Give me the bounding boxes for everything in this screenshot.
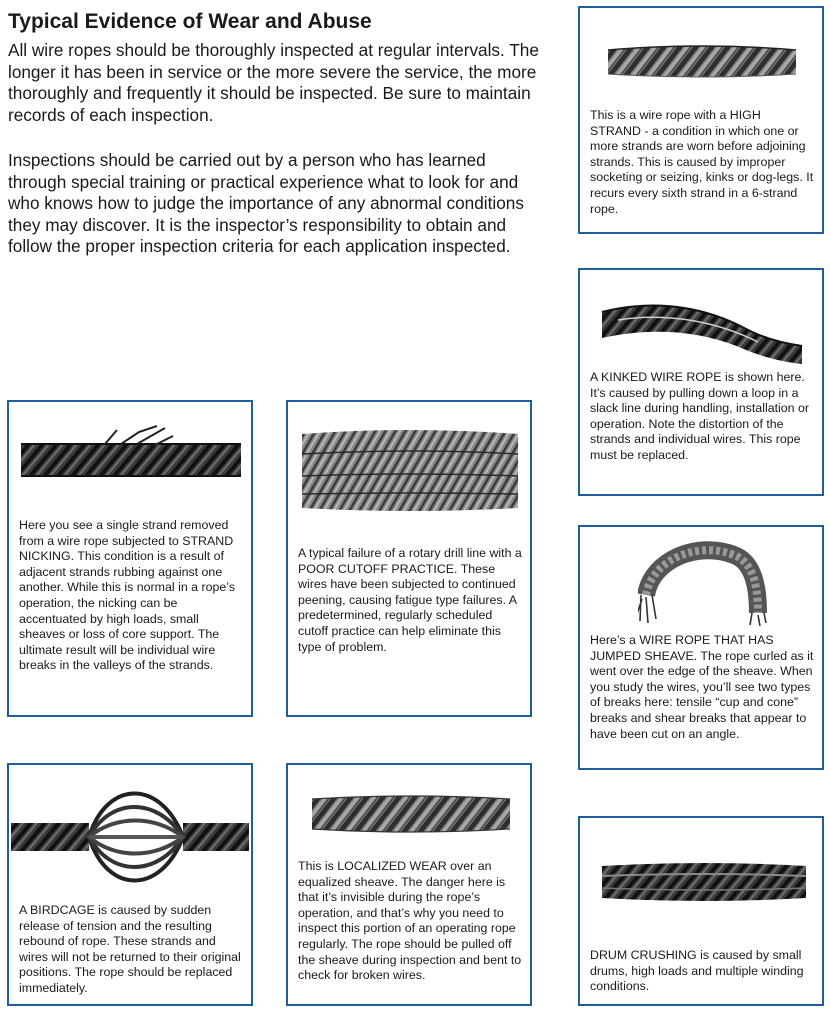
kinked-rope-image xyxy=(598,288,806,366)
high-strand-rope-image xyxy=(604,38,800,82)
card-birdcage xyxy=(7,763,253,1006)
jumped-sheave-caption: Here’s a WIRE ROPE THAT HAS JUMPED SHEAVE. The rope curled as it went over the edge of the sheave. When you study the wires, you’ll see two types of breaks here: tensile “cup and cone” breaks and shear breaks that appear to have been cut on an angle. xyxy=(590,633,814,741)
card-localized-wear xyxy=(286,763,532,1006)
card-strand-nicking xyxy=(7,400,253,717)
card-kinked-wire-rope xyxy=(578,268,824,496)
strand-nicking-rope-image xyxy=(17,422,245,490)
page-title: Typical Evidence of Wear and Abuse xyxy=(8,10,372,33)
high-strand-caption: This is a wire rope with a HIGH STRAND - a condition in which one or more strands are worn before adjoining strands. This is caused by improper socketing or seizing, kinks or dog-legs. It recurs every sixth strand in a 6-strand rope. xyxy=(590,108,814,216)
card-jumped-sheave xyxy=(578,525,824,770)
drum-crushing-caption: DRUM CRUSHING is caused by small drums, high loads and multiple winding conditions. xyxy=(590,948,804,994)
card-high-strand xyxy=(578,6,824,234)
jumped-sheave-rope-image xyxy=(638,535,768,627)
strand-nicking-caption: Here you see a single strand removed from a wire rope subjected to STRAND NICKING. This condition is a result of adjacent strands rubbing against one another. While this is normal in a rope’s operation, the nicking can be accentuated by high loads, small sheaves or loss of core support. The ultimate result will be individual wire breaks in the valleys of the strands. xyxy=(19,518,236,673)
card-poor-cutoff xyxy=(286,400,532,717)
card-drum-crushing xyxy=(578,816,824,1006)
localized-wear-rope-image xyxy=(308,787,514,839)
poor-cutoff-caption: A typical failure of a rotary drill line with a POOR CUTOFF PRACTICE. These wires have been subjected to continued peening, causing fatigue type failures. A predetermined, regularly scheduled cutoff practice can help eliminate this type of problem. xyxy=(298,546,522,654)
localized-wear-caption: This is LOCALIZED WEAR over an equalized sheave. The danger here is that it’s invisible during the rope’s operation, and that’s why you need to inspect this portion of an operating rope regularly. The rope should be pulled off the sheave during inspection and bent to check for broken wires. xyxy=(298,859,522,983)
birdcage-rope-image xyxy=(11,777,251,897)
kinked-caption: A KINKED WIRE ROPE is shown here. It’s caused by pulling down a loop in a slack line during handling, installation or operation. Note the distortion of the strands and individual wires. This rope must be replaced. xyxy=(590,370,810,462)
intro-paragraph-1: All wire ropes should be thoroughly inspected at regular intervals. The longer it has been in service or the more severe the service, the more thoroughly and frequently it should be inspected. Be sure to maintain records of each inspection. xyxy=(8,40,539,125)
drum-crushing-rope-image xyxy=(598,854,810,910)
poor-cutoff-rope-image xyxy=(298,424,522,516)
birdcage-caption: A BIRDCAGE is caused by sudden release of tension and the resulting rebound of rope. These strands and wires will not be returned to their original positions. The rope should be replaced immediately. xyxy=(19,903,241,995)
intro-paragraph-2: Inspections should be carried out by a person who has learned through special training or practical experience what to look for and who knows how to judge the importance of any abnormal conditions they may discover. It is the inspector’s responsibility to obtain and follow the proper inspection criteria for each application inspected. xyxy=(8,150,524,257)
